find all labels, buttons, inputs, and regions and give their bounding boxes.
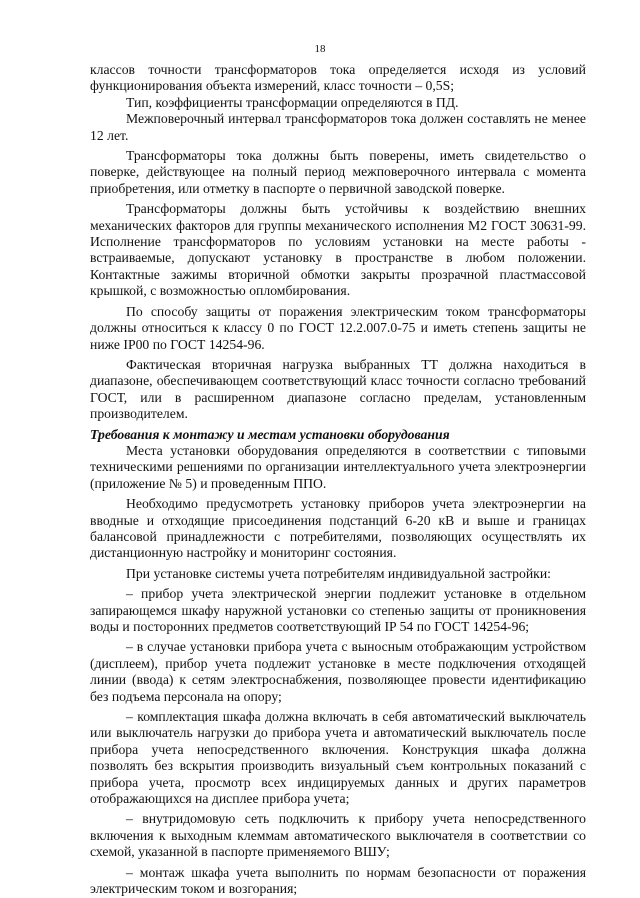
list-item-remote-display: – в случае установки прибора учета с выносным отображающим устройством (дисплеем), прибор учета подлежит установке в месте подключения отходящей линии (ввода) к сетям электроснабжения, позволяющее провести идентификацию без подъема персонала на опору; xyxy=(90,639,586,704)
page-number: 18 xyxy=(314,43,326,55)
paragraph-ct-verification: Трансформаторы тока должны быть поверены, иметь свидетельство о поверке, действующее на полный период межповерочного интервала с момента приобретения, или отметку в паспорте о первичной заводской поверке. xyxy=(90,148,586,196)
document-body xyxy=(90,62,586,898)
section-heading: Требования к монтажу и местам установки оборудования xyxy=(90,426,450,442)
paragraph-ct-type: Тип, коэффициенты трансформации определяются в ПД. xyxy=(126,94,459,110)
paragraph-ct-mechanical: Трансформаторы должны быть устойчивы к воздействию внешних механических факторов для группы механического исполнения М2 ГОСТ 30631-99. Исполнение трансформаторов по условиям установки на месте работы - встраиваемые, допускают установку в пространстве в любом положении. Контактные зажимы вторичной обмотки закрыты прозрачной пластмассовой крышкой, с возможностью опломбирования. xyxy=(90,201,586,299)
paragraph-individual-housing: При установке системы учета потребителям индивидуальной застройки: xyxy=(126,565,551,581)
paragraph-ct-load: Фактическая вторичная нагрузка выбранных ТТ должна находиться в диапазоне, обеспечивающем соответствующий класс точности согласно требований ГОСТ, или в расширенном диапазоне согласно пределам, установленным производителем. xyxy=(90,356,586,422)
list-item-internal-network: – внутридомовую сеть подключить к прибору учета непосредственного включения к выходным клеммам автоматического выключателя в соответствии со схемой, указанной в паспорте применяемого ВШУ; xyxy=(90,811,586,860)
paragraph-install-locations: Места установки оборудования определяются в соответствии с типовыми техническими решениями по организации интеллектуального учета электроэнергии (приложение № 5) и проведенным ППО. xyxy=(90,442,586,491)
paragraph-ct-calibration-interval: Межповерочный интервал трансформаторов тока должен составлять не менее 12 лет. xyxy=(90,111,586,143)
list-item-cabinet: – прибор учета электрической энергии подлежит установке в отдельном запирающемся шкафу наружной установки со степенью защиты от проникновения воды и посторонних предметов соответствующий IP 54 по ГОСТ 14254-96; xyxy=(90,586,586,634)
paragraph-ct-protection: По способу защиты от поражения электрическим током трансформаторы должны относиться к классу 0 по ГОСТ 12.2.007.0-75 и иметь степень защиты не ниже IP00 по ГОСТ 14254-96. xyxy=(90,303,586,352)
list-item-cabinet-equipment: – комплектация шкафа должна включать в себя автоматический выключатель или выключатель нагрузки до прибора учета и автоматический выключатель после прибора учета непосредственного включения. Конструкция шкафа должна позволять без вскрытия производить визуальный съем контрольных показаний с прибора учета, просмотр всех индицируемых данных и других параметров отображающихся на дисплее прибора учета; xyxy=(90,709,586,807)
paragraph-meter-installation: Необходимо предусмотреть установку приборов учета электроэнергии на вводные и отходящие присоединения подстанций 6-20 кВ и выше и границах балансовой принадлежности с потребителями, позволяющих осуществлять их дистанционную настройку и мониторинг состояния. xyxy=(90,496,586,561)
list-item-safety: – монтаж шкафа учета выполнить по нормам безопасности от поражения электрическим током и возгорания; xyxy=(90,864,586,897)
paragraph-ct-accuracy-class: классов точности трансформаторов тока определяется исходя из условий функционирования объекта измерений, класс точности – 0,5S; xyxy=(90,62,586,94)
